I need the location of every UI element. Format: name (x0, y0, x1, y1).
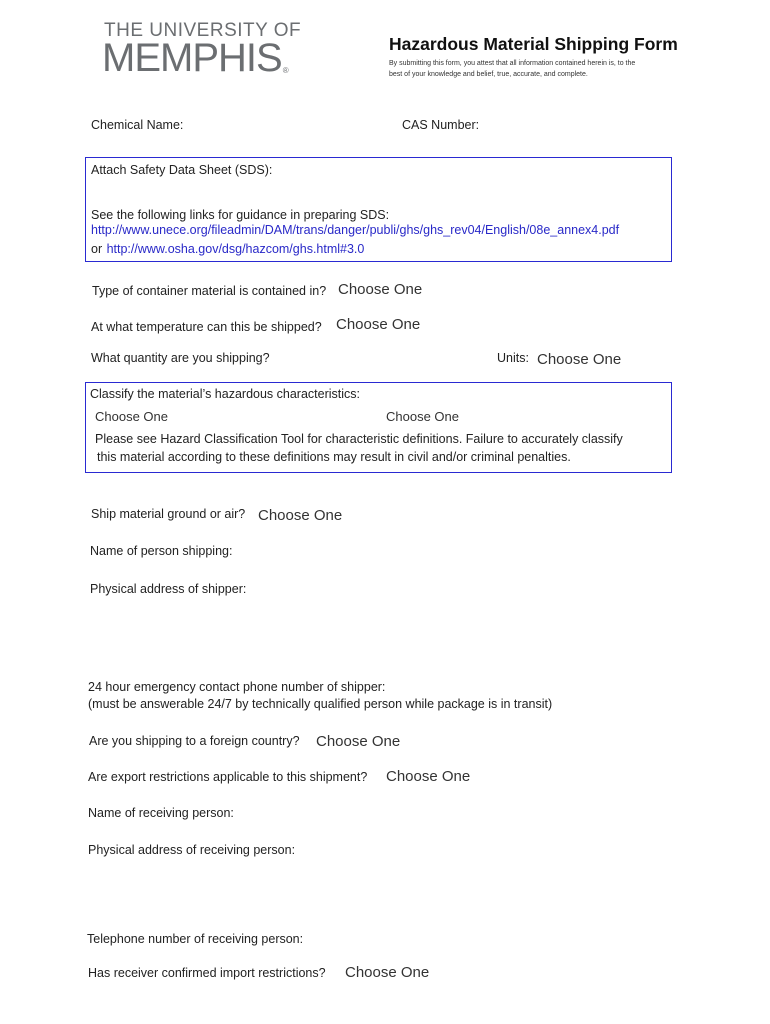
temperature-label: At what temperature can this be shipped? (91, 320, 322, 334)
sds-or-text: or (91, 242, 103, 256)
cas-number-label: CAS Number: (402, 118, 480, 132)
attestation-text: By submitting this form, you attest that all information contained herein is, to the best of your knowledge and belief, true, accurate, and complete. (389, 60, 636, 78)
classify-label: Classify the material’s hazardous characteristics: (90, 387, 361, 401)
export-restrictions-label: Are export restrictions applicable to this shipment? (88, 770, 368, 784)
classify-note-2: this material according to these definitions may result in civil and/or criminal penalties. (97, 450, 571, 464)
shipper-address-label: Physical address of shipper: (90, 582, 247, 596)
hazard-dropdown-1[interactable]: Choose One (95, 409, 168, 424)
sds-link-row (91, 240, 364, 258)
container-dropdown[interactable]: Choose One (338, 281, 423, 298)
page-title: Hazardous Material Shipping Form (389, 34, 678, 54)
logo-university-of: THE UNIVERSITY OF (104, 20, 302, 41)
sds-link-unece[interactable]: http://www.unece.org/fileadmin/DAM/trans/danger/publi/ghs/ghs_rev04/English/08e_annex4.pdf (91, 223, 620, 237)
receiving-phone-label: Telephone number of receiving person: (87, 932, 304, 946)
receiving-person-label: Name of receiving person: (88, 806, 234, 820)
sds-attach-label[interactable]: Attach Safety Data Sheet (SDS): (91, 163, 273, 177)
units-label: Units: (497, 351, 529, 365)
sds-guidance-text: See the following links for guidance in preparing SDS: (91, 208, 390, 222)
foreign-country-label: Are you shipping to a foreign country? (89, 734, 300, 748)
registered-mark: ® (282, 66, 288, 75)
import-confirmed-label: Has receiver confirmed import restrictions? (88, 966, 326, 980)
temperature-dropdown[interactable]: Choose One (336, 316, 421, 333)
person-shipping-label: Name of person shipping: (90, 544, 233, 558)
export-restrictions-dropdown[interactable]: Choose One (386, 768, 471, 785)
emergency-phone-label: 24 hour emergency contact phone number of shipper: (88, 680, 386, 694)
receiving-address-label: Physical address of receiving person: (88, 843, 296, 857)
logo-memphis (102, 36, 288, 81)
foreign-country-dropdown[interactable]: Choose One (316, 733, 401, 750)
hazard-dropdown-2[interactable]: Choose One (386, 409, 459, 424)
logo-memphis-text: MEMPHIS (102, 36, 282, 80)
sds-link-osha[interactable]: http://www.osha.gov/dsg/hazcom/ghs.html#3.0 (106, 242, 365, 256)
units-dropdown[interactable]: Choose One (537, 351, 622, 368)
import-confirmed-dropdown[interactable]: Choose One (345, 964, 430, 981)
ground-air-dropdown[interactable]: Choose One (258, 507, 343, 524)
chemical-name-label: Chemical Name: (91, 118, 184, 132)
ground-air-label: Ship material ground or air? (91, 507, 246, 521)
emergency-phone-note: (must be answerable 24/7 by technically qualified person while package is in transit) (88, 697, 553, 711)
container-label: Type of container material is contained in? (92, 284, 327, 298)
quantity-label: What quantity are you shipping? (91, 351, 270, 365)
classify-note-1: Please see Hazard Classification Tool for characteristic definitions. Failure to accurately classify (95, 432, 623, 446)
